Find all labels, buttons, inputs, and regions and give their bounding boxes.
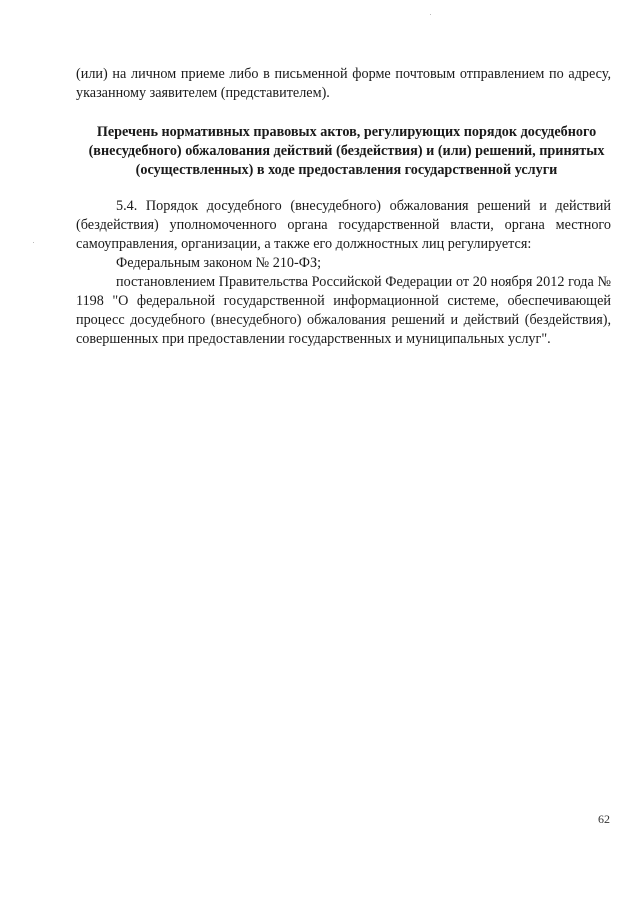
document-body bbox=[76, 65, 611, 349]
section-heading: Перечень нормативных правовых актов, регулирующих порядок досудебного (внесудебного) обжалования действий (бездействия) и (или) решений, принятых (осуществленных) в ходе предоставления государственной услуги bbox=[88, 124, 605, 178]
intro-paragraph: (или) на личном приеме либо в письменной форме почтовым отправлением по адресу, указанному заявителем (представителем). bbox=[76, 66, 611, 101]
scan-speck bbox=[33, 242, 34, 243]
page-number: 62 bbox=[598, 812, 610, 826]
paragraph-federal-law: Федеральным законом № 210-ФЗ; bbox=[116, 255, 322, 271]
paragraph-5-4: 5.4. Порядок досудебного (внесудебного) обжалования решений и действий (бездействия) уполномоченного органа государственной власти, органа местного самоуправления, организации, а также его должностных лиц регулируется: bbox=[76, 198, 611, 252]
paragraph-government-resolution: постановлением Правительства Российской Федерации от 20 ноября 2012 года № 1198 "О федеральной государственной информационной системе, обеспечивающей процесс досудебного (внесудебного) обжалования решений и действий (бездействия), совершенных при предоставлении государственных и муниципальных услуг". bbox=[76, 274, 611, 347]
scan-speck bbox=[430, 14, 431, 15]
